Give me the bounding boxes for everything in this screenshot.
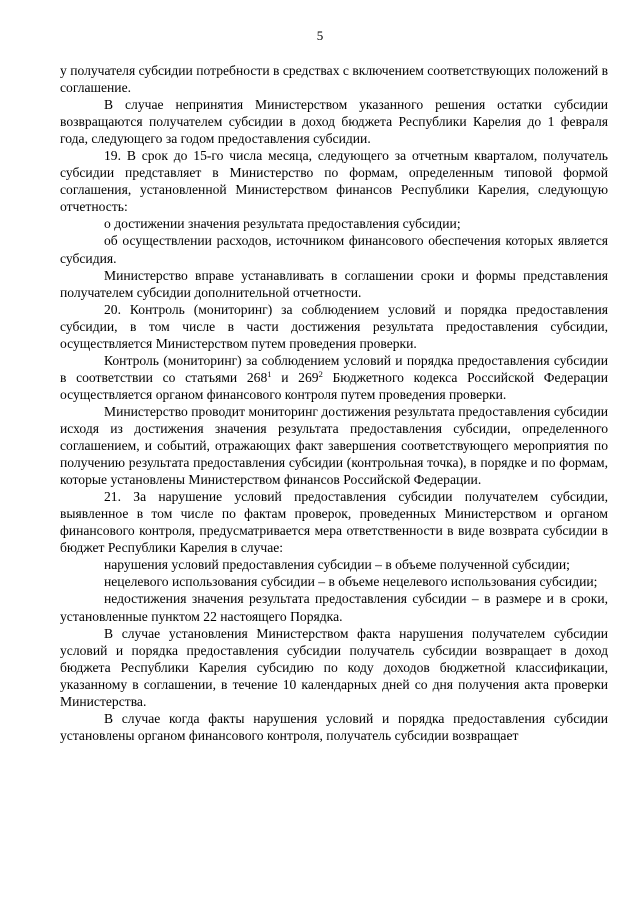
paragraph-20-control: 20. Контроль (мониторинг) за соблюдением условий и порядка предоставления субсидии, в том числе в части достижения результата предоставления субсидии, осуществляется Министерством путем проведения проверки. xyxy=(60,301,608,351)
paragraph-ministry-return: В случае установления Министерством факта нарушения получателем субсидии условий и порядка предоставления субсидии получатель субсидии возвращает в доход бюджета Республики Карелия субсидию по коду доходов бюджетной классификации, указанному в соглашении, в течение 10 календарных дней со дня получения акта проверки Министерства. xyxy=(60,625,608,709)
paragraph-19-reporting: 19. В срок до 15-го числа месяца, следующего за отчетным кварталом, получатель субсидии представляет в Министерство по формам, определенным типовой формой соглашения, установленной Министерством финансов Республики Карелия, следующую отчетность: xyxy=(60,148,608,215)
liability-item-misuse: нецелевого использования субсидии – в объеме нецелевого использования субсидии; xyxy=(104,574,598,590)
paragraph-additional-reporting: Министерство вправе устанавливать в соглашении сроки и формы представления получателем субсидии дополнительной отчетности. xyxy=(60,267,608,300)
paragraph-monitoring: Министерство проводит мониторинг достижения результата предоставления субсидии исходя из достижения значения результата предоставления субсидии, определенного соглашением, и событий, отражающих факт завершения соответствующего мероприятия по получению результата предоставления субсидии (контрольная точка), в порядке и по формам, которые установлены Министерством финансов Российской Федерации. xyxy=(60,403,608,488)
text-segment: и 269 xyxy=(271,369,319,385)
paragraph-financial-control xyxy=(60,352,608,403)
paragraph-continuation: у получателя субсидии потребности в средствах с включением соответствующих положений в соглашение. xyxy=(60,63,608,96)
superscript: 2 xyxy=(318,368,323,379)
page-number: 5 xyxy=(316,28,324,43)
liability-item-violation: нарушения условий предоставления субсидии – в объеме полученной субсидии; xyxy=(104,557,570,573)
paragraph-unreturned-balance: В случае непринятия Министерством указанного решения остатки субсидии возвращаются получателем субсидии в доход бюджета Республики Карелия до 1 февраля года, следующего за годом предоставления субсидии. xyxy=(60,97,608,147)
report-item-expenses: об осуществлении расходов, источником финансового обеспечения которых является субсидия. xyxy=(60,233,608,266)
text-segment: Контроль (мониторинг) за соблюдением условий и порядка предоставления субсидии в соответствии со статьями 268 xyxy=(60,352,608,385)
superscript: 1 xyxy=(267,368,272,379)
report-item-result: о достижении значения результата предоставления субсидии; xyxy=(104,216,461,232)
paragraph-control-body-return: В случае когда факты нарушения условий и порядка предоставления субсидии установлены органом финансового контроля, получатель субсидии возвращает xyxy=(60,710,608,743)
document-body xyxy=(60,62,608,744)
text-segment: Бюджетного кодекса Российской Федерации осуществляется органом финансового контроля путем проведения проверки. xyxy=(60,369,608,402)
liability-item-non-achievement: недостижения значения результата предоставления субсидии – в размере и в сроки, установленные пунктом 22 настоящего Порядка. xyxy=(60,591,608,624)
paragraph-21-liability: 21. За нарушение условий предоставления субсидии получателем субсидии, выявленное в том числе по фактам проверок, проведенных Министерством и органом финансового контроля, предусматривается мера ответственности в виде возврата субсидии в бюджет Республики Карелия в случае: xyxy=(60,489,608,556)
